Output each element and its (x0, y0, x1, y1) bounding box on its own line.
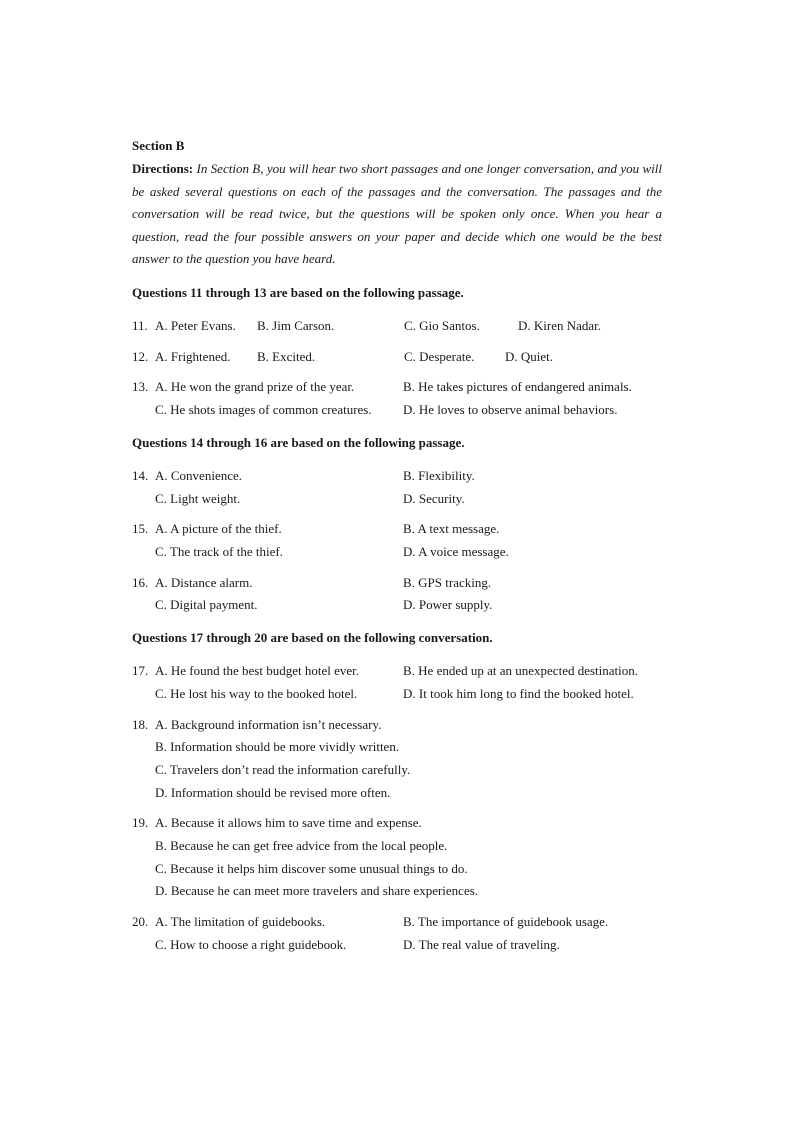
option-c: C. Desperate. (404, 349, 475, 364)
option-b: B. Flexibility. (403, 468, 475, 483)
option-a: A. A picture of the thief. (155, 521, 282, 536)
group-heading-11-13: Questions 11 through 13 are based on the following passage. (132, 285, 464, 300)
option-b: B. The importance of guidebook usage. (403, 914, 609, 929)
option-d: D. Because he can meet more travelers and share experiences. (155, 883, 479, 898)
option-c: C. How to choose a right guidebook. (155, 937, 347, 952)
option-d: D. A voice message. (403, 544, 509, 559)
question-number: 18. (132, 717, 149, 732)
option-b: B. He takes pictures of endangered animals. (403, 379, 632, 394)
question-number: 20. (132, 914, 149, 929)
option-d: D. It took him long to find the booked hotel. (403, 686, 634, 701)
option-d: D. Security. (403, 491, 465, 506)
option-c: C. Digital payment. (155, 597, 258, 612)
option-a: A. Peter Evans. (155, 318, 236, 333)
option-b: B. A text message. (403, 521, 500, 536)
option-d: D. He loves to observe animal behaviors. (403, 402, 618, 417)
question-number: 11. (132, 318, 148, 333)
option-d: D. Kiren Nadar. (518, 318, 602, 333)
directions-text: In Section B, you will hear two short passages and one longer conversation, and you will be asked several questions on each of the passages and the conversation. The passages and the conversation will be read twice, but the questions will be spoken only once. When you hear a question, read the four possible answers on your paper and decide which one would be the best answer to the question you have heard. (132, 161, 662, 267)
option-a: A. He won the grand prize of the year. (155, 379, 355, 394)
option-b: B. Information should be more vividly written. (155, 739, 400, 754)
directions-label: Directions: (132, 161, 194, 176)
option-c: C. He lost his way to the booked hotel. (155, 686, 358, 701)
option-b: B. Excited. (257, 349, 316, 364)
option-d: D. Quiet. (505, 349, 554, 364)
option-d: D. Power supply. (403, 597, 493, 612)
option-a: A. Background information isn’t necessary. (155, 717, 382, 732)
option-b: B. GPS tracking. (403, 575, 492, 590)
option-b: B. Jim Carson. (257, 318, 335, 333)
question-number: 12. (132, 349, 149, 364)
option-c: C. The track of the thief. (155, 544, 283, 559)
option-c: C. He shots images of common creatures. (155, 402, 372, 417)
option-a: A. Convenience. (155, 468, 243, 483)
directions-paragraph (132, 158, 662, 271)
question-number: 14. (132, 468, 149, 483)
question-number: 17. (132, 663, 149, 678)
option-c: C. Light weight. (155, 491, 241, 506)
option-c: C. Because it helps him discover some unusual things to do. (155, 861, 468, 876)
question-number: 13. (132, 379, 149, 394)
option-d: D. Information should be revised more often. (155, 785, 391, 800)
option-d: D. The real value of traveling. (403, 937, 560, 952)
section-title: Section B (132, 138, 185, 153)
option-a: A. Because it allows him to save time and expense. (155, 815, 422, 830)
group-heading-14-16: Questions 14 through 16 are based on the following passage. (132, 435, 465, 450)
question-number: 16. (132, 575, 149, 590)
option-b: B. He ended up at an unexpected destination. (403, 663, 639, 678)
option-a: A. Distance alarm. (155, 575, 253, 590)
question-number: 19. (132, 815, 149, 830)
option-c: C. Gio Santos. (404, 318, 480, 333)
option-a: A. The limitation of guidebooks. (155, 914, 326, 929)
group-heading-17-20: Questions 17 through 20 are based on the following conversation. (132, 630, 493, 645)
option-c: C. Travelers don’t read the information carefully. (155, 762, 411, 777)
option-a: A. Frightened. (155, 349, 231, 364)
option-a: A. He found the best budget hotel ever. (155, 663, 359, 678)
option-b: B. Because he can get free advice from the local people. (155, 838, 448, 853)
question-number: 15. (132, 521, 149, 536)
